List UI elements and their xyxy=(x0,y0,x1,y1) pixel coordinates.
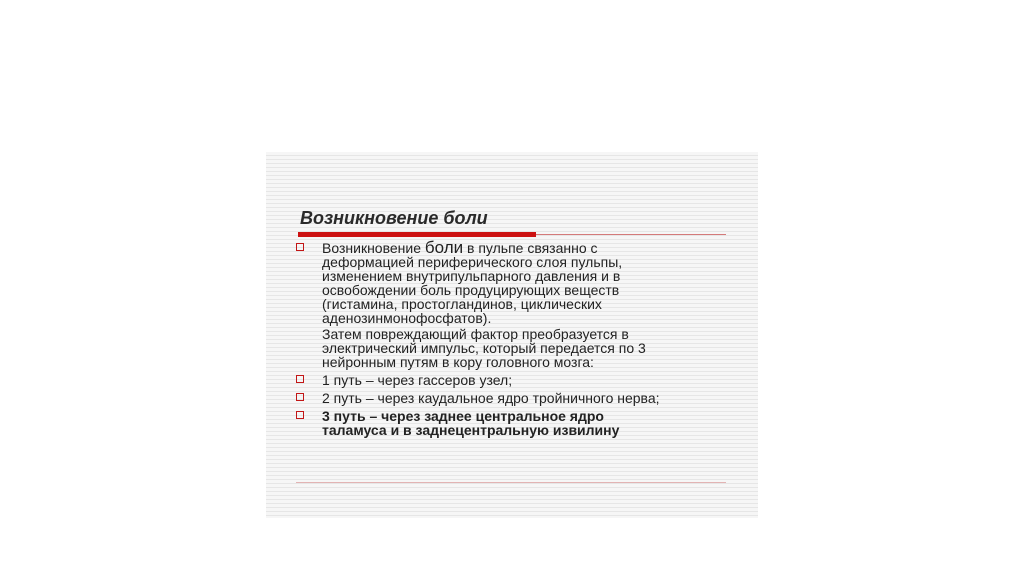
bullet-line: 2 путь – через каудальное ядро тройничного нерва; xyxy=(322,390,660,406)
bullet-item-path-3 xyxy=(296,409,736,437)
bullet-text: Возникновение xyxy=(322,240,425,256)
bullet-item-pain-origin xyxy=(296,238,736,370)
slide xyxy=(266,152,758,518)
bullet-line: таламуса и в заднецентральную извилину xyxy=(322,422,620,438)
square-bullet-icon xyxy=(296,375,304,383)
bullet-list xyxy=(296,238,736,441)
bullet-line: электрический импульс, который передается по 3 xyxy=(322,340,646,356)
slide-title: Возникновение боли xyxy=(300,208,488,228)
bullet-line: нейронным путям в кору головного мозга: xyxy=(322,354,594,370)
bullet-line: деформацией периферического слоя пульпы, xyxy=(322,254,623,270)
bullet-line: изменением внутрипульпарного давления и в xyxy=(322,268,621,284)
bullet-line: аденозинмонофосфатов). xyxy=(322,310,492,326)
bullet-line xyxy=(322,238,736,257)
square-bullet-icon xyxy=(296,411,304,419)
footer-divider xyxy=(296,482,726,483)
bullet-text: в пульпе связанно с xyxy=(463,240,598,256)
bullet-text-emphasis: боли xyxy=(424,238,464,257)
bullet-line: 3 путь – через заднее центральное ядро xyxy=(322,408,604,424)
bullet-line: 1 путь – через гассеров узел; xyxy=(322,372,513,388)
square-bullet-icon xyxy=(296,393,304,401)
square-bullet-icon xyxy=(296,243,304,251)
title-underline-accent xyxy=(298,232,536,237)
bullet-line: (гистамина, простогландинов, циклических xyxy=(322,296,602,312)
bullet-item-path-1 xyxy=(296,373,736,387)
bullet-line: освобождении боль продуцирующих веществ xyxy=(322,282,620,298)
bullet-line: Затем повреждающий фактор преобразуется в xyxy=(322,326,629,342)
bullet-item-path-2 xyxy=(296,391,736,405)
title-underline-rule xyxy=(536,234,726,235)
